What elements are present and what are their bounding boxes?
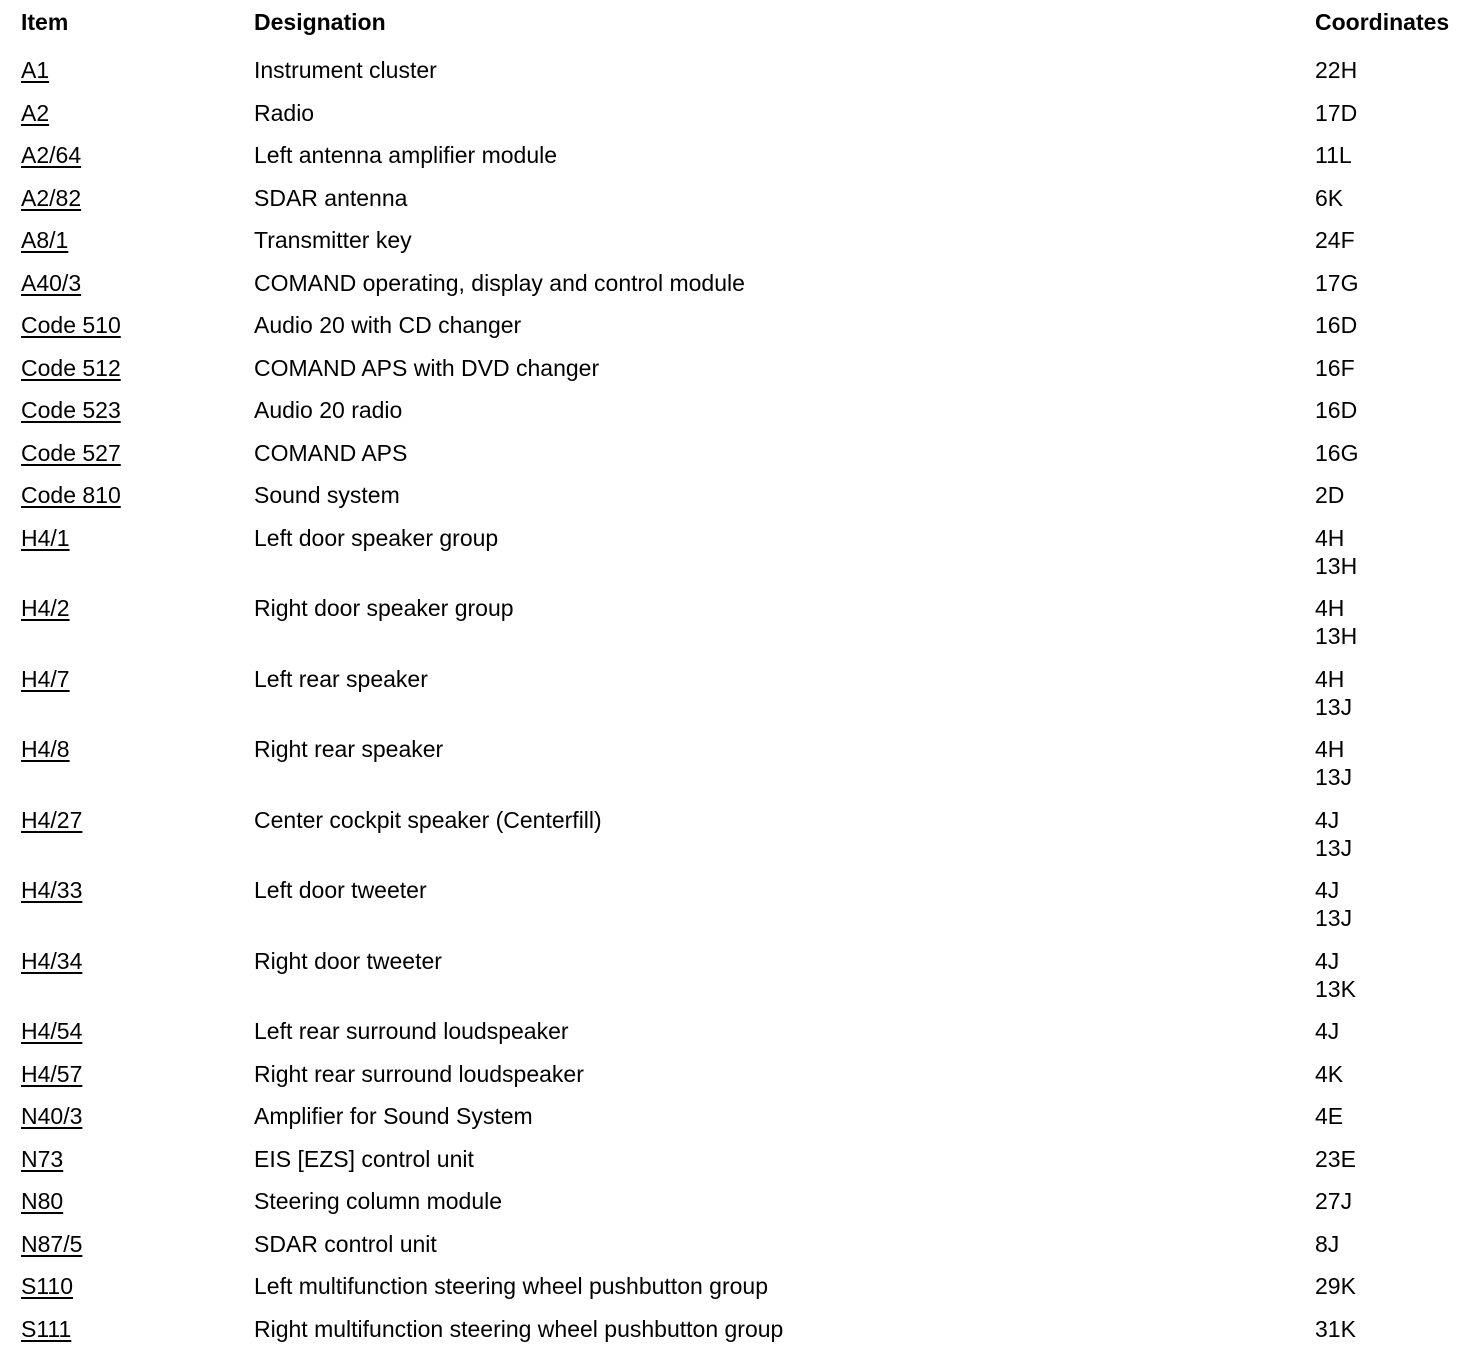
item-cell [21,481,121,509]
table-body [0,46,1472,1347]
item-link[interactable]: H4/54 [21,1018,83,1044]
item-cell [21,1102,82,1130]
item-cell [21,1017,82,1045]
coordinates-cell [1315,226,1355,254]
coordinate-value: 13H [1315,552,1358,579]
header-item: Item [21,9,69,35]
item-link[interactable]: N40/3 [21,1103,83,1129]
item-link[interactable]: A1 [21,57,50,83]
coordinates-cell [1315,806,1352,862]
designation-cell: Steering column module [254,1188,503,1214]
coordinates-cell [1315,1315,1356,1343]
designation-cell: COMAND APS [254,439,408,466]
table-row [0,386,1472,429]
item-cell [21,1315,71,1343]
table-row [0,1220,1472,1263]
coordinates-cell [1315,56,1357,84]
table-row [0,216,1472,259]
table-row [0,131,1472,174]
designation-cell: COMAND APS with DVD changer [254,354,600,381]
coordinates-cell [1315,184,1343,212]
table-row [0,174,1472,217]
coordinates-cell [1315,1145,1356,1173]
designation-cell: Left antenna amplifier module [254,142,558,168]
item-cell [21,311,121,339]
coordinate-value: 13J [1315,834,1353,861]
coordinates-cell [1315,594,1357,650]
coordinate-value: 16F [1315,354,1355,381]
item-link[interactable]: N87/5 [21,1230,83,1257]
item-link[interactable]: H4/8 [21,736,70,762]
designation-cell: Radio [254,99,315,126]
item-cell [21,226,68,254]
coordinate-value: 4J [1315,877,1340,903]
table-row [0,937,1472,1008]
coordinate-value: 4H [1315,595,1345,621]
coordinate-value: 22H [1315,57,1358,83]
coordinates-cell [1315,311,1357,339]
coordinates-cell [1315,481,1344,509]
coordinate-value: 4E [1315,1103,1344,1129]
coordinates-cell [1315,1102,1343,1130]
designation-cell: Right rear surround loudspeaker [254,1060,584,1087]
item-link[interactable]: Code 510 [21,312,121,338]
coordinates-cell [1315,524,1357,580]
designation-cell: COMAND operating, display and control module [254,269,745,296]
designation-cell: Left door tweeter [254,877,427,903]
coordinates-cell [1315,439,1358,467]
header-designation: Designation [254,9,386,35]
item-cell [21,269,81,297]
table-row [0,46,1472,89]
item-link[interactable]: Code 512 [21,354,121,381]
item-cell [21,99,49,127]
item-link[interactable]: A8/1 [21,227,69,253]
table-row [0,584,1472,655]
coordinate-value: 4H [1315,736,1345,762]
coordinate-value: 24F [1315,227,1355,253]
item-cell [21,1187,63,1215]
coordinate-value: 4H [1315,665,1345,692]
coordinate-value: 4K [1315,1060,1344,1087]
item-link[interactable]: H4/27 [21,806,83,833]
coordinate-value: 4J [1315,1018,1340,1044]
coordinates-cell [1315,876,1352,932]
table-row [0,655,1472,726]
designation-cell: Left door speaker group [254,524,499,551]
table-row [0,866,1472,937]
table-row [0,1092,1472,1135]
table-row [0,1262,1472,1305]
coordinates-cell [1315,269,1358,297]
coordinates-cell [1315,396,1357,424]
designation-cell: Instrument cluster [254,57,437,83]
designation-cell: Transmitter key [254,227,412,253]
item-link[interactable]: H4/33 [21,877,83,903]
item-link[interactable]: A2/64 [21,142,82,168]
item-cell [21,947,82,975]
designation-cell: Sound system [254,482,400,508]
designation-cell: SDAR control unit [254,1230,437,1257]
item-link[interactable]: A2/82 [21,184,82,211]
coordinate-value: 17D [1315,99,1358,126]
designation-cell: Right door speaker group [254,595,514,621]
designation-cell: Left rear speaker [254,665,428,692]
designation-cell: Right rear speaker [254,736,444,762]
coordinates-cell [1315,947,1356,1003]
coordinate-value: 16D [1315,312,1358,338]
item-link[interactable]: A40/3 [21,269,82,296]
item-cell [21,1060,82,1088]
item-cell [21,594,70,622]
designation-cell: Audio 20 radio [254,397,403,423]
coordinate-value: 13J [1315,905,1353,931]
coordinate-value: 13H [1315,623,1358,649]
coordinate-value: 4J [1315,806,1340,833]
designation-cell: Right door tweeter [254,947,442,974]
item-cell [21,396,121,424]
coordinate-value: 2D [1315,482,1345,508]
designation-cell: Left rear surround loudspeaker [254,1018,569,1044]
item-cell [21,439,121,467]
item-cell [21,56,49,84]
item-cell [21,141,81,169]
table-row [0,1007,1472,1050]
item-link[interactable]: Code 523 [21,397,121,423]
table-row [0,1177,1472,1220]
coordinate-value: 13K [1315,975,1356,1002]
coordinates-cell [1315,1060,1343,1088]
table-row [0,725,1472,796]
table-row [0,514,1472,585]
coordinate-value: 16D [1315,397,1358,423]
designation-cell: SDAR antenna [254,184,408,211]
table-header [0,0,1472,46]
item-link[interactable]: Code 810 [21,482,121,508]
table-row [0,796,1472,867]
coordinate-value: 23E [1315,1145,1356,1172]
table-row [0,259,1472,302]
coordinate-value: 16G [1315,439,1359,466]
coordinate-value: 8J [1315,1230,1340,1257]
coordinate-value: 11L [1315,142,1352,168]
designation-cell: EIS [EZS] control unit [254,1145,474,1172]
item-link[interactable]: A2 [21,99,50,126]
coordinates-cell [1315,665,1352,721]
table-row [0,471,1472,514]
item-cell [21,876,82,904]
item-cell [21,665,70,693]
coordinate-value: 6K [1315,184,1344,211]
item-link[interactable]: S110 [21,1273,74,1299]
item-cell [21,806,82,834]
coordinate-value: 4H [1315,524,1345,551]
coordinate-value: 31K [1315,1315,1356,1342]
coordinate-value: 13J [1315,764,1353,790]
coordinates-cell [1315,1187,1352,1215]
coordinates-cell [1315,1272,1356,1300]
coordinates-cell [1315,735,1352,791]
item-link[interactable]: S111 [21,1315,72,1342]
coordinates-cell [1315,1017,1339,1045]
coordinates-cell [1315,99,1357,127]
coordinates-cell [1315,1230,1339,1258]
item-cell [21,524,70,552]
table-row [0,301,1472,344]
item-cell [21,184,81,212]
item-link[interactable]: N80 [21,1188,64,1214]
table-row [0,344,1472,387]
item-cell [21,1272,73,1300]
coordinate-value: 17G [1315,269,1359,296]
designation-cell: Center cockpit speaker (Centerfill) [254,806,602,833]
item-cell [21,1145,63,1173]
item-link[interactable]: H4/2 [21,595,70,621]
designation-cell: Audio 20 with CD changer [254,312,522,338]
designation-cell: Left multifunction steering wheel pushbutton group [254,1273,768,1299]
item-cell [21,1230,82,1258]
table-row [0,1305,1472,1348]
coordinates-cell [1315,141,1352,169]
header-coordinates: Coordinates [1315,9,1450,35]
designation-cell: Amplifier for Sound System [254,1103,533,1129]
item-link[interactable]: N73 [21,1145,64,1172]
item-link[interactable]: H4/34 [21,947,83,974]
table-row [0,1050,1472,1093]
item-link[interactable]: H4/7 [21,665,70,692]
coordinate-value: 4J [1315,947,1340,974]
item-cell [21,354,121,382]
table-row [0,429,1472,472]
coordinate-value: 27J [1315,1188,1353,1214]
table-row [0,1135,1472,1178]
coordinates-cell [1315,354,1355,382]
table-row [0,89,1472,132]
item-cell [21,735,70,763]
coordinate-value: 29K [1315,1273,1356,1299]
item-link[interactable]: H4/1 [21,524,70,551]
item-link[interactable]: Code 527 [21,439,121,466]
item-link[interactable]: H4/57 [21,1060,83,1087]
coordinate-value: 13J [1315,693,1353,720]
designation-cell: Right multifunction steering wheel pushbutton group [254,1315,784,1342]
